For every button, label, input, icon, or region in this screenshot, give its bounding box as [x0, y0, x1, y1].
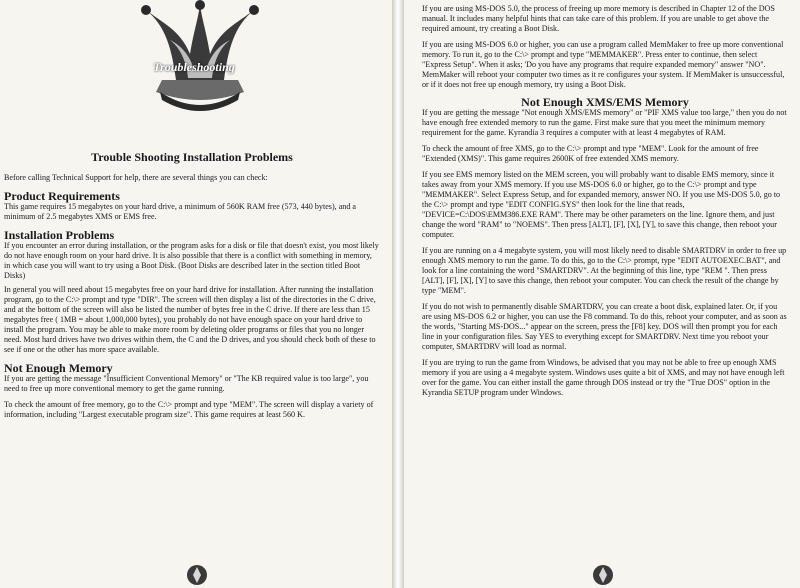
page-ornament-icon	[186, 564, 208, 586]
xms-ems-text-5: If you do not wish to permanently disable SMARTDRV, you can create a boot disk, explained later. Or, if you are using MS-DOS 6.2 or higher, you can use the F8 command. To do this, reboot your computer, and as soon as the words, "Starting MS-DOS..." appear on the screen, press the [F8] key. DOS will then prompt you for each line in your configuration files. Say YES to everything except for SMARTDRV. Next time you reboot your computer, SMARTDRV will load as normal.	[422, 302, 787, 351]
book-gutter	[392, 0, 404, 588]
xms-ems-heading: Not Enough XMS/EMS Memory	[521, 95, 689, 109]
page-title: Trouble Shooting Installation Problems	[91, 150, 293, 164]
not-enough-memory-text-2: To check the amount of free memory, go to the C:\> prompt and type "MEM". The screen will display a variety of information, including "Largest executable program size". This game requires at least 560 K.	[4, 400, 374, 419]
right-content	[422, 4, 788, 404]
xms-ems-text-3: If you see EMS memory listed on the MEM screen, you will probably want to disable EMS memory, since it takes away from your XMS memory. If you use MS-DOS 6.0 or higher, go to the C:\> prompt and type "MEMMAKER". Select Express Setup, and for expanded memory, answer NO. If you use MS-DOS 5.0, go to the C:\> prompt and type "EDIT CONFIG.SYS" then look for the line that reads, "DEVICE=C:\DOS\EMM386.EXE RAM". There may be other parameters on the line. Ignore them, and just change the word "RAM" to "NOEMS". Then press [ALT], [F], [X], [Y], to save this change, then reboot your computer.	[422, 170, 781, 239]
product-requirements-heading: Product Requirements	[4, 189, 120, 203]
xms-ems-text-6: If you are trying to run the game from Windows, be advised that you may not be able to free up enough XMS memory if you are using a 4 megabyte system. Windows uses quite a bit of XMS, and may not have enough left over for the game. You can either install the game through DOS instead or try the "True DOS" option in the Kyrandia SETUP program under Windows.	[422, 358, 785, 397]
dos5-memory-text: If you are using MS-DOS 5.0, the process of freeing up more memory is described in Chapter 12 of the DOS manual. It includes many helpful hints that can take care of this problem. If you are unable to get above the required amount, try creating a Boot Disk.	[422, 4, 775, 33]
left-content	[4, 150, 380, 426]
not-enough-memory-heading: Not Enough Memory	[4, 361, 113, 375]
section-banner-title: Troubleshooting	[153, 60, 235, 74]
product-requirements-text: This game requires 15 megabytes on your hard drive, a minimum of 560K RAM free (573, 440 bytes), and a minimum of 2.5 megabytes XMS or EMS free.	[4, 202, 356, 221]
intro-text: Before calling Technical Support for help, there are several things you can check:	[4, 173, 268, 182]
installation-problems-text-2: In general you will need about 15 megabytes free on your hard drive for installation. After running the installation program, go to the C:\> prompt and type "DIR". The screen will then display a list of the directories in the C drive, and at the bottom of the screen will also be listed the number of bytes free in the C drive. If there are less than 15 megabytes free ( 1MB = about 1,000,000 bytes), you probably do not have enough space on your hard drive to install the program. You may be able to make more room by deleting older programs or files that you no longer need. Most hard drives have two drives within them, the C and the D drives, and you should check both of these to see if one or the other has more space available.	[4, 285, 376, 354]
page-ornament-icon	[592, 564, 614, 586]
not-enough-memory-text-1: If you are getting the message "Insufficient Conventional Memory" or "The KB required value is too large", you need to free up more conventional memory to get the game running.	[4, 374, 369, 393]
xms-ems-text-1: If you are getting the message "Not enough XMS/EMS memory" or "PIF XMS value too large," then you do not have enough free extended memory to run the game. First make sure that you meet the minimum memory requirement for the game. Kyrandia 3 requires a computer with at least 4 megabytes of RAM.	[422, 108, 787, 137]
installation-problems-text-1: If you encounter an error during installation, or the program asks for a disk or file that doesn't exist, you most likely do not have enough room on your hard drive. It is also possible that there is a conflict with something in memory, in which case you will want to try using a Boot Disk. (Boot Disks are described later in the section titled Boot Disks)	[4, 241, 379, 280]
xms-ems-text-4: If you are running on a 4 megabyte system, you will most likely need to disable SMARTDRV in order to free up enough XMS memory to run the game. To do this, go to the C:\> prompt, type "EDIT AUTOEXEC.BAT", and look for a line containing the word "SMARTDRV". At the beginning of this line, type "REM ". Then press [ALT], [F], [X], [Y] to save this change, then reboot your computer. You can check the result of the change by type "MEM".	[422, 246, 787, 295]
installation-problems-heading: Installation Problems	[4, 228, 115, 242]
memmaker-text: If you are using MS-DOS 6.0 or higher, you can use a program called MemMaker to free up more conventional memory. To run it, go to the C:\> prompt and type "MEMMAKER". Press enter to continue, then select "Express Setup". When it asks; 'Do you have any programs that require expanded memory" answer "NO". MemMaker will reboot your computer two times as it re configures your system. If MemMaker is unsuccessful, or if it does not free up enough memory, try using a Boot Disk.	[422, 40, 785, 89]
right-page	[404, 0, 800, 588]
left-page	[0, 0, 392, 588]
xms-ems-text-2: To check the amount of free XMS, go to the C:\> prompt and type "MEM". Look for the amount of free "Extended (XMS)". This game requires 2600K of free extended XMS memory.	[422, 144, 759, 163]
